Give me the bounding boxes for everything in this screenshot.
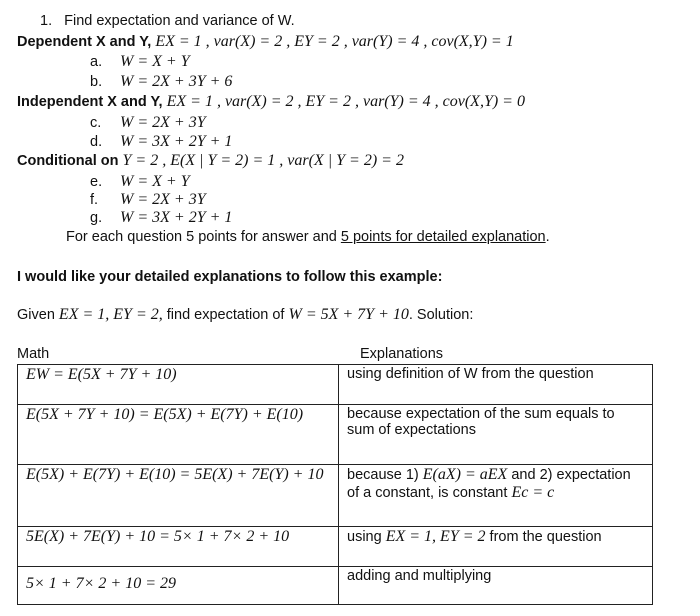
item-a-label: a. bbox=[90, 54, 103, 70]
item-f bbox=[90, 190, 206, 210]
expl-part: using bbox=[347, 529, 386, 545]
given-math: EX = 1, EY = 2, bbox=[58, 306, 163, 323]
independent-label: Independent X and Y, bbox=[17, 94, 163, 110]
explanation-cell bbox=[339, 527, 653, 567]
explanation-cell bbox=[339, 365, 653, 405]
math-text: E(5X) + E(7Y) + E(10) = 5E(X) + 7E(Y) + 10 bbox=[26, 466, 324, 483]
table-row bbox=[18, 527, 653, 567]
table-row bbox=[18, 405, 653, 465]
points-note bbox=[66, 227, 550, 247]
points-note-text: For each question 5 points for answer and bbox=[66, 229, 341, 245]
expl-math: E(aX) = aEX bbox=[422, 466, 508, 483]
expl-part: because 1) bbox=[347, 467, 423, 483]
item-b-label: b. bbox=[90, 74, 103, 90]
item-c-label: c. bbox=[90, 115, 102, 131]
explanation-text: because expectation of the sum equals to sum of expectations bbox=[347, 406, 615, 438]
math-cell bbox=[18, 365, 339, 405]
math-text: 5× 1 + 7× 2 + 10 = 29 bbox=[26, 575, 176, 592]
item-b bbox=[90, 72, 232, 92]
item-a-formula: W = X + Y bbox=[120, 53, 190, 70]
conditional-label: Conditional on bbox=[17, 153, 119, 169]
conditional-params: Y = 2 , E(X | Y = 2) = 1 , var(X | Y = 2) = 2 bbox=[122, 152, 404, 169]
explanation-text bbox=[339, 527, 652, 546]
dependent-line bbox=[17, 32, 514, 52]
math-text: EW = E(5X + 7Y + 10) bbox=[26, 366, 177, 383]
math-cell bbox=[18, 567, 339, 605]
explanation-cell bbox=[339, 567, 653, 605]
expl-math: Ec = c bbox=[511, 484, 555, 501]
independent-line bbox=[17, 92, 525, 112]
given-line bbox=[17, 305, 473, 325]
explanation-cell bbox=[339, 465, 653, 527]
item-g-formula: W = 3X + 2Y + 1 bbox=[120, 209, 233, 226]
math-cell bbox=[18, 405, 339, 465]
item-d bbox=[90, 132, 232, 152]
given-mid: find expectation of bbox=[162, 307, 289, 323]
item-e bbox=[90, 172, 190, 192]
independent-params: EX = 1 , var(X) = 2 , EY = 2 , var(Y) = 4 , cov(X,Y) = 0 bbox=[166, 93, 525, 110]
expl-part: from the question bbox=[485, 529, 602, 545]
explanation-text: using definition of W from the question bbox=[347, 366, 594, 382]
item-d-label: d. bbox=[90, 134, 103, 150]
math-cell bbox=[18, 527, 339, 567]
item-b-formula: W = 2X + 3Y + 6 bbox=[120, 73, 233, 90]
item-g bbox=[90, 208, 232, 228]
given-formula: W = 5X + 7Y + 10 bbox=[288, 306, 409, 323]
dependent-params: EX = 1 , var(X) = 2 , EY = 2 , var(Y) = 4 , cov(X,Y) = 1 bbox=[155, 33, 514, 50]
math-text: 5E(X) + 7E(Y) + 10 = 5× 1 + 7× 2 + 10 bbox=[26, 528, 290, 545]
expl-part: and 2) expectation of a constant, is constant bbox=[347, 467, 631, 501]
given-prefix: Given bbox=[17, 307, 59, 323]
given-suffix: . Solution: bbox=[408, 307, 474, 323]
explanation-text bbox=[339, 465, 652, 502]
points-note-end: . bbox=[545, 229, 550, 245]
item-f-label: f. bbox=[90, 192, 99, 208]
item-c-formula: W = 2X + 3Y bbox=[120, 114, 206, 131]
math-text: E(5X + 7Y + 10) = E(5X) + E(7Y) + E(10) bbox=[26, 406, 304, 423]
explanation-text: adding and multiplying bbox=[347, 568, 492, 584]
item-a bbox=[90, 52, 190, 72]
item-d-formula: W = 3X + 2Y + 1 bbox=[120, 133, 233, 150]
item-c bbox=[90, 113, 206, 133]
table-row bbox=[18, 567, 653, 605]
column-header-math: Math bbox=[17, 346, 50, 362]
question-number: 1. bbox=[40, 13, 53, 29]
dependent-label: Dependent X and Y, bbox=[17, 34, 152, 50]
question-title-text: Find expectation and variance of W. bbox=[64, 13, 295, 29]
item-g-label: g. bbox=[90, 210, 103, 226]
item-e-formula: W = X + Y bbox=[120, 173, 190, 190]
column-header-explanations: Explanations bbox=[360, 346, 444, 362]
table-row bbox=[18, 465, 653, 527]
expl-math: EX = 1, EY = 2 bbox=[385, 528, 486, 545]
conditional-line bbox=[17, 151, 404, 171]
math-cell bbox=[18, 465, 339, 527]
example-heading: I would like your detailed explanations to follow this example: bbox=[17, 269, 443, 285]
points-note-underlined: 5 points for detailed explanation bbox=[340, 229, 546, 245]
explanation-cell bbox=[339, 405, 653, 465]
question-title bbox=[40, 11, 295, 31]
item-f-formula: W = 2X + 3Y bbox=[120, 191, 206, 208]
solution-table bbox=[17, 364, 653, 605]
table-row bbox=[18, 365, 653, 405]
item-e-label: e. bbox=[90, 174, 103, 190]
